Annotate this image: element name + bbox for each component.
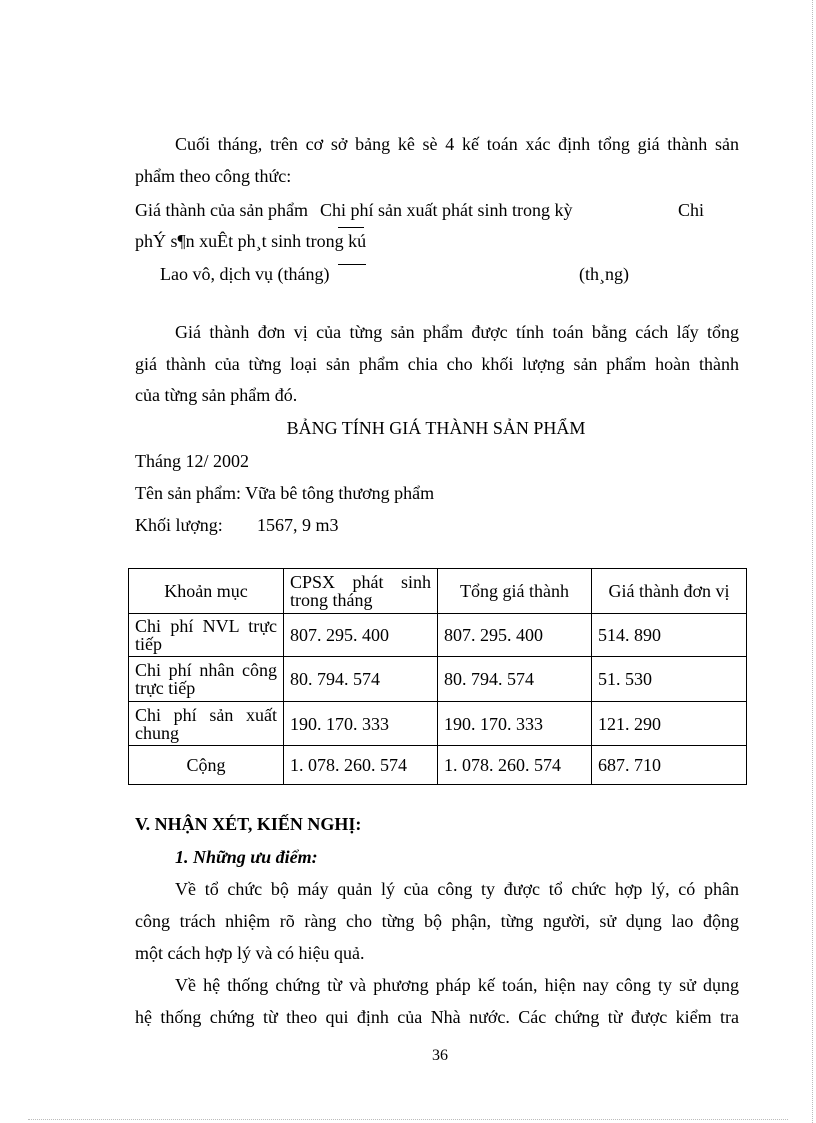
para1-line-1: Về tổ chức bộ máy quản lý của công ty được tổ chức hợp lý, có phân [175,879,739,899]
formula-left-3: Lao vô, dịch vụ (tháng) [160,264,330,284]
row-cell: 121. 290 [592,702,747,746]
row-cell: 807. 295. 400 [284,614,438,657]
table-header-row [129,569,747,614]
explanation-line-2: giá thành của từng loại sản phẩm chia cho khối lượng sản phẩm hoàn thành [135,354,739,374]
row-label: Chi phí sản xuất chung [129,702,284,746]
cost-table [128,568,747,785]
para1-line-3: một cách hợp lý và có hiệu quả. [135,943,365,963]
row-cell: 687. 710 [592,746,747,785]
table-row [129,702,747,746]
para2-line-2: hệ thống chứng từ theo qui định của Nhà nước. Các chứng từ được kiểm tra [135,1007,739,1027]
meta-month: Tháng 12/ 2002 [135,451,249,471]
row-cell: 80. 794. 574 [438,657,592,702]
intro-line-2: phẩm theo công thức: [135,166,292,186]
row-cell: 1. 078. 260. 574 [438,746,592,785]
header-cell: Khoản mục [129,569,284,614]
section-heading: V. NHẬN XÉT, KIẾN NGHỊ: [135,814,362,834]
row-cell: 514. 890 [592,614,747,657]
table-title: BẢNG TÍNH GIÁ THÀNH SẢN PHẨM [286,418,586,438]
row-cell: 190. 170. 333 [284,702,438,746]
section-subheading: 1. Những ưu điểm: [175,847,318,867]
formula-fraction-line [338,264,366,265]
formula-right-3: (th¸ng) [579,264,629,284]
meta-volume-label: Khối lượng: [135,515,223,535]
page-edge-bottom [28,1119,788,1120]
para1-line-2: công trách nhiệm rõ ràng cho từng bộ phận, từng người, sử dụng lao động [135,911,739,931]
meta-product: Tên sản phẩm: Vữa bê tông thương phẩm [135,483,435,503]
header-cell: Tổng giá thành [438,569,592,614]
row-label: Chi phí NVL trực tiếp [129,614,284,657]
para2-line-1: Về hệ thống chứng từ và phương pháp kế toán, hiện nay công ty sử dụng [175,975,739,995]
formula-mid-1: Chi phí sản xuất phát sinh trong kỳ [320,200,573,220]
row-label: Chi phí nhân công trực tiếp [129,657,284,702]
formula-right-1: Chi [678,200,705,220]
explanation-line-3: của từng sản phẩm đó. [135,385,298,405]
table-row [129,614,747,657]
row-label: Cộng [129,746,284,785]
page-edge-right [812,0,813,1123]
intro-line-1: Cuối tháng, trên cơ sở bảng kê sè 4 kế toán xác định tổng giá thành sản [175,134,739,154]
row-cell: 80. 794. 574 [284,657,438,702]
explanation-line-1: Giá thành đơn vị của từng sản phẩm được tính toán bằng cách lấy tổng [175,322,739,342]
formula-left-1: Giá thành của sản phẩm [135,200,308,220]
meta-volume-value: 1567, 9 m3 [257,515,339,535]
row-cell: 51. 530 [592,657,747,702]
page-number: 36 [432,1047,448,1064]
header-cell: Giá thành đơn vị [592,569,747,614]
row-cell: 807. 295. 400 [438,614,592,657]
table-row [129,657,747,702]
formula-fraction-mark [338,227,364,228]
table-total-row [129,746,747,785]
row-cell: 1. 078. 260. 574 [284,746,438,785]
header-cell: CPSX phát sinh trong tháng [284,569,438,614]
formula-line-2: phÝ s¶n xuÊt ph¸t sinh trong kú [135,231,367,251]
row-cell: 190. 170. 333 [438,702,592,746]
